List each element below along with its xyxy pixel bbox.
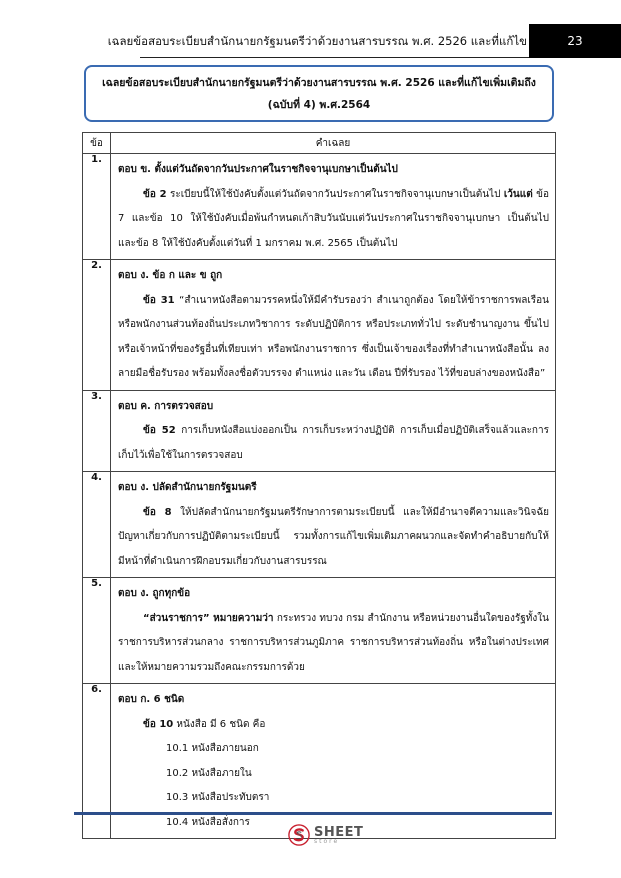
page-number: 23	[529, 24, 621, 58]
answer-choice: ตอบ ก. 6 ชนิด	[118, 694, 185, 705]
header-no: ข้อ	[83, 133, 111, 154]
explanation	[118, 183, 549, 257]
answer-cell	[111, 390, 556, 472]
clause-ref: ข้อ 31	[143, 294, 175, 306]
header-answer: คำเฉลย	[111, 133, 556, 154]
explanation-text: กระทรวง ทบวง กรม สำนักงาน หรือหน่วยงานอื่นใดของรัฐทั้งในราชการบริหารส่วนกลาง ราชการบริหารส่วนภูมิภาค ราชการบริหารส่วนท้องถิ่น หรือในต่างประเทศและให้หมายความรวมถึงคณะกรรมการด้วย	[118, 612, 549, 673]
answer-cell	[111, 684, 556, 839]
explanation	[118, 501, 549, 575]
answer-choice: ตอบ ง. ถูกทุกข้อ	[118, 588, 191, 599]
document-title-box	[84, 65, 554, 122]
explanation	[118, 713, 549, 738]
row-number: 2.	[83, 260, 111, 391]
row-number: 3.	[83, 390, 111, 472]
row-number: 5.	[83, 578, 111, 684]
list-item: 10.3 หนังสือประทับตรา	[166, 792, 270, 803]
title-line-2: (ฉบับที่ 4) พ.ศ.2564	[267, 98, 371, 111]
clause-ref: “ส่วนราชการ” หมายความว่า	[143, 612, 274, 624]
header-title: เฉลยข้อสอบระเบียบสำนักนายกรัฐมนตรีว่าด้วยงานสารบรรณ พ.ศ. 2526 และที่แก้ไข	[107, 34, 527, 48]
answer-cell	[111, 154, 556, 260]
list-item: 10.1 หนังสือภายนอก	[166, 743, 259, 754]
answer-cell	[111, 472, 556, 578]
list-item: 10.2 หนังสือภายใน	[166, 767, 252, 779]
row-number: 6.	[83, 684, 111, 839]
explanation	[118, 289, 549, 387]
list-item: 10.4 หนังสือสั่งการ	[166, 816, 250, 828]
clause-emphasis: เว้นแต่	[503, 188, 533, 200]
answer-choice: ตอบ ง. ปลัดสำนักนายกรัฐมนตรี	[118, 482, 257, 493]
sheet-store-logo	[288, 824, 363, 846]
row-number: 4.	[83, 472, 111, 578]
sheet-logo-icon	[288, 824, 310, 846]
answer-choice: ตอบ ค. การตรวจสอบ	[118, 400, 214, 412]
logo-sub: store	[314, 837, 340, 845]
answer-table	[82, 132, 556, 839]
explanation	[118, 419, 549, 468]
clause-ref: ข้อ 2	[143, 188, 167, 200]
answer-cell	[111, 578, 556, 684]
table-row	[83, 578, 556, 684]
footer-divider	[74, 812, 552, 815]
explanation-text: ให้ปลัดสำนักนายกรัฐมนตรีรักษาการตามระเบียบนี้ และให้มีอำนาจตีความและวินิจฉัยปัญหาเกี่ยวกับการปฏิบัติตามระเบียบนี้ รวมทั้งการแก้ไขเพิ่มเติมภาคผนวกและจัดทำคำอธิบายกับให้มีหน้าที่ดำเนินการฝึกอบรมเกี่ยวกับงานสารบรรณ	[118, 506, 550, 567]
title-line-1: เฉลยข้อสอบระเบียบสำนักนายกรัฐมนตรีว่าด้วยงานสารบรรณ พ.ศ. 2526 และที่แก้ไขเพิ่มเติมถึง	[102, 76, 536, 89]
logo-name: SHEET	[314, 824, 364, 840]
table-row	[83, 154, 556, 260]
explanation	[118, 607, 549, 681]
table-row	[83, 472, 556, 578]
explanation-text: การเก็บหนังสือแบ่งออกเป็น การเก็บระหว่างปฏิบัติ การเก็บเมื่อปฏิบัติเสร็จแล้วและการเก็บไว้เพื่อใช้ในการตรวจสอบ	[118, 425, 549, 461]
answer-cell	[111, 260, 556, 391]
explanation-text: “สำเนาหนังสือตามวรรคหนึ่งให้มีคำรับรองว่า สำเนาถูกต้อง โดยให้ข้าราชการพลเรือนหรือพนักงานส่วนท้องถิ่นประเภทวิชาการ ระดับปฏิบัติการ หรือประเภททั่วไป ระดับชำนาญงาน ขึ้นไปหรือเจ้าหน้าที่ของรัฐอื่นที่เทียบเท่า หรือพนักงานราชการ ซึ่งเป็นเจ้าของเรื่องที่ทำสำเนาหนังสือนั้น ลงลายมือชื่อรับรอง พร้อมทั้งลงชื่อตัวบรรจง ตำแหน่ง และวัน เดือน ปีที่รับรอง ไว้ที่ขอบล่างของหนังสือ”	[118, 294, 549, 379]
clause-ref: ข้อ 10	[143, 718, 174, 730]
clause-ref: ข้อ 52	[143, 425, 176, 436]
table-row	[83, 390, 556, 472]
row-number: 1.	[83, 154, 111, 260]
explanation-text: ระเบียบนี้ให้ใช้บังคับตั้งแต่วันถัดจากวันประกาศในราชกิจจานุเบกษาเป็นต้นไป	[166, 188, 504, 200]
header-divider	[140, 57, 529, 58]
clause-ref: ข้อ 8	[143, 506, 172, 518]
table-row	[83, 260, 556, 391]
page-header	[0, 24, 621, 58]
explanation-text-2: ข้อ 7 และข้อ 10 ให้ใช้บังคับเมื่อพ้นกำหนดเก้าสิบวันนับแต่วันประกาศในราชกิจจานุเบกษา เป็นต้นไป และข้อ 8 ให้ใช้บังคับตั้งแต่วันที่ 1 มกราคม พ.ศ. 2565 เป็นต้นไป	[118, 188, 549, 249]
explanation-text: หนังสือ มี 6 ชนิด คือ	[173, 718, 266, 730]
answer-choice: ตอบ ข. ตั้งแต่วันถัดจากวันประกาศในราชกิจจานุเบกษาเป็นต้นไป	[118, 164, 398, 175]
answer-choice: ตอบ ง. ข้อ ก และ ข ถูก	[118, 270, 223, 281]
table-header-row	[83, 133, 556, 154]
table-row	[83, 684, 556, 839]
